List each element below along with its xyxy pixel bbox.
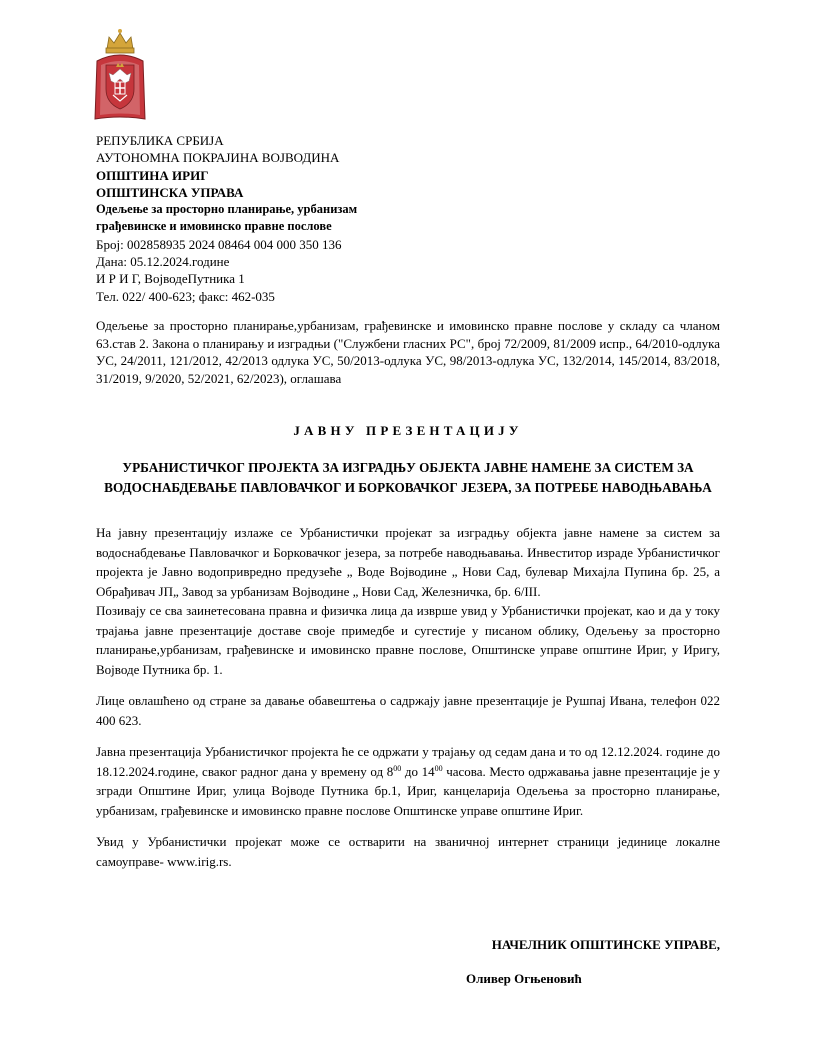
document-subtitle: УРБАНИСТИЧКОГ ПРОЈЕКТА ЗА ИЗГРАДЊУ ОБЈЕКТА ЈАВНЕ НАМЕНЕ ЗА СИСТЕМ ЗА ВОДОСНАБДЕВАЊЕ ПАВЛОВАЧКОГ И БОРКОВАЧКОГ ЈЕЗЕРА, ЗА ПОТРЕБЕ НАВОДЊАВАЊА [104,460,712,495]
signature-name: Оливер Огњеновић [466,971,582,986]
p4-sup-1: 00 [393,763,402,773]
p4-sup-2: 00 [434,763,443,773]
sender-header [96,132,516,305]
p4-text-a: Јавна презентација Урбанистичког пројекта ће се одржати у трајању од седам дана и то од 12.12.2024. године до 18.12.2024.године, сваког радног дана у времену од 8 [96,744,720,779]
intro-paragraph: Одељење за просторно планирање,урбанизам, грађевинске и имовинско правне послове у складу са чланом 63.став 2. Закона о планирању и изградњи ("Службени гласних РС", број 72/2009, 81/2009 испр., 64/2010-одлука УС, 24/2011, 121/2012, 42/2013 одлука УС, 50/2013-одлука УС, 98/2013-одлука УС, 132/2014, 145/2014, 83/2018, 31/2019, 9/2020, 52/2021, 62/2023), оглашава [96,318,720,386]
body-paragraph-1: На јавну презентацију излаже се Урбанистички пројекат за изградњу објекта јавне намене за систем за водоснабдевање Павловачког и Борковачког језера, за потребе наводњавања. Инвеститор израде Урбанистичког пројекта је Јавно водопривредно предузеће „ Воде Војводине „ Нови Сад, булевар Михајла Пупина бр. 25, а Обрађивач ЈП„ Завод за урбанизам Војводине „ Нови Сад, Железничка, бр. 6/III. [96,525,720,599]
header-department-line1: Одељење за просторно планирање, урбанизам [96,202,358,217]
header-date: Дана: 05.12.2024.године [96,254,230,270]
serbian-coat-of-arms-icon [93,27,147,123]
header-reference-number: Број: 002858935 2024 08464 004 000 350 136 [96,236,342,252]
header-republic: РЕПУБЛИКА СРБИЈА [96,133,224,148]
header-municipality: ОПШТИНА ИРИГ [96,167,209,183]
body-paragraph-4 [96,742,720,820]
p4-text-c: часова. Место одржавања јавне презентације је у згради Општине Ириг, улица Војводе Путника бр.1, Ириг, канцеларија Одељења за просторно планирање, урбанизам, грађевинске и имовинско правне послове Општинске управе општине Ириг. [96,763,720,818]
header-phone-fax: Тел. 022/ 400-623; факс: 462-035 [96,288,275,304]
body-paragraph-5: Увид у Урбанистички пројекат може се остварити на званичној интернет страници јединице локалне самоуправе- www.irig.rs. [96,834,720,869]
document-title: ЈАВНУ ПРЕЗЕНТАЦИЈУ [293,423,523,438]
p4-text-b: до 14 [401,763,435,779]
body-paragraph-2: Позивају се сва заинетесована правна и физичка лица да изврше увид у Урбанистички пројекат, као и да у току трајања јавне презентације доставе своје примедбе и сугестије у писаном облику, Одељењу за просторно планирање,урбанизам, грађевинске и имовинско правне послове, Општинске управе општине Ириг, у Иригу, Војводе Путника бр. 1. [96,603,720,677]
header-address: И Р И Г, ВојводеПутника 1 [96,271,245,287]
header-department-line2: грађевинске и имовинско правне послове [96,219,332,234]
body-paragraph-3: Лице овлашћено од стране за давање обавештења о садржају јавне презентације је Рушпај Ивана, телефон 022 400 623. [96,693,720,728]
header-administration: ОПШТИНСКА УПРАВА [96,184,244,200]
header-province: АУТОНОМНА ПОКРАЈИНА ВОЈВОДИНА [96,150,340,166]
document-body [96,523,720,871]
signature-title: НАЧЕЛНИК ОПШТИНСКЕ УПРАВЕ, [491,937,720,952]
